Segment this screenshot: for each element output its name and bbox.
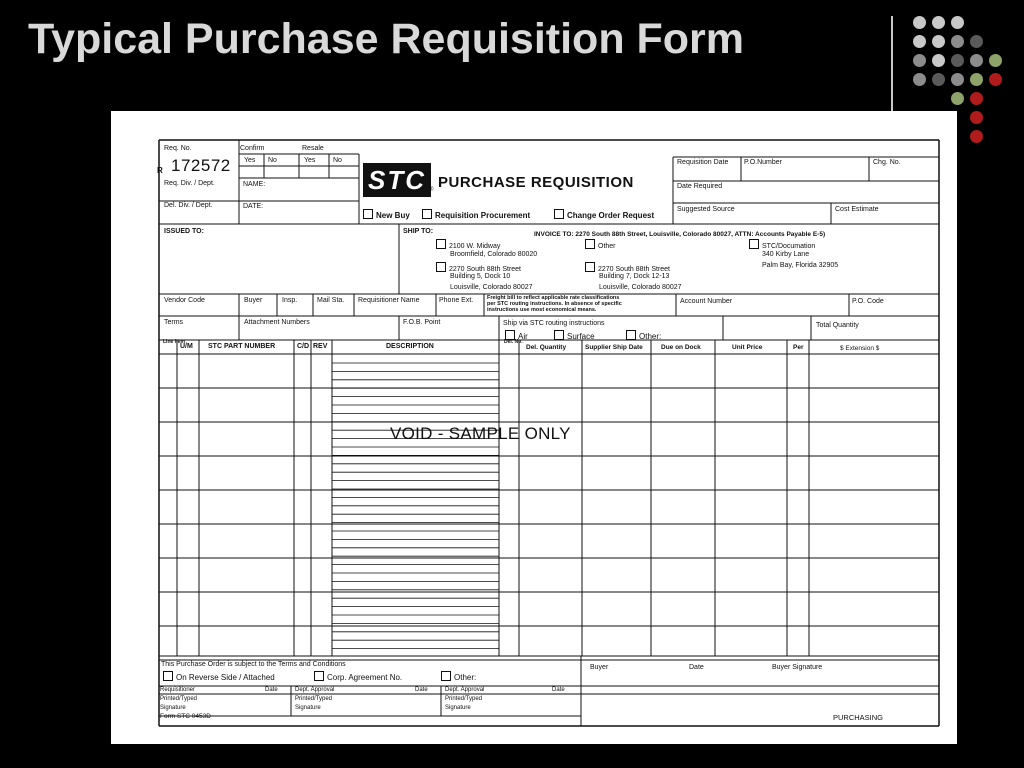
decorative-dot <box>913 35 926 48</box>
form-title: PURCHASE REQUISITION <box>438 174 634 191</box>
stc-documation-street: 340 Kirby Lane <box>762 251 810 258</box>
ship-address-88th-dock10-city: Louisville, Colorado 80027 <box>450 284 533 291</box>
ship-via-other: Other: <box>626 330 661 341</box>
decorative-dot <box>970 54 983 67</box>
dept-approval-1-printed: Printed/Typed <box>295 696 333 702</box>
title-divider-line <box>891 16 893 116</box>
del-div-dept-label: Del. Div. / Dept. <box>164 202 213 209</box>
decorative-dot <box>913 73 926 86</box>
invoice-to: INVOICE TO: 2270 South 88th Street, Louisville, Colorado 80027, ATTN: Accounts Payable E-5) <box>534 231 826 238</box>
vendor-code-label: Vendor Code <box>164 297 205 304</box>
surface-checkbox <box>554 330 564 340</box>
suggested-source-label: Suggested Source <box>677 206 735 213</box>
decorative-dot <box>951 54 964 67</box>
ship-address-88th-dock12: 2270 South 88th Street <box>585 262 670 274</box>
ship-via-surface: Surface <box>554 330 595 341</box>
ship-address-midway-checkbox <box>436 239 446 249</box>
col-stc-part-number: STC PART NUMBER <box>208 343 276 350</box>
po-code-label: P.O. Code <box>852 298 884 305</box>
requisitioner-name-label: Requisitioner Name <box>358 297 420 304</box>
dept-approval-1-signature: Signature <box>295 705 321 711</box>
date-label: DATE: <box>243 203 264 210</box>
decorative-dot <box>970 73 983 86</box>
requisitioner-date: Date <box>265 687 278 693</box>
buyer-signature-label: Buyer Signature <box>772 664 823 671</box>
confirm-yes: Yes <box>244 157 256 164</box>
resale-no: No <box>333 157 342 164</box>
dept-approval-2-line: Dept. Approval <box>445 687 485 693</box>
ship-address-midway-city: Broomfield, Colorado 80020 <box>450 251 538 258</box>
fob-point-label: F.O.B. Point <box>403 319 441 326</box>
col-rev: REV <box>313 343 328 350</box>
req-no-label: Req. No. <box>164 145 192 152</box>
insp-label: Insp. <box>282 297 298 304</box>
ship-other: Other <box>585 239 616 251</box>
on-reverse-side-option: On Reverse Side / Attached <box>163 671 275 683</box>
decorative-dot <box>932 16 945 29</box>
decorative-dot <box>989 54 1002 67</box>
registered-mark: ® <box>429 187 434 193</box>
stc-documation: STC/Documation <box>749 239 815 251</box>
requisition-date-label: Requisition Date <box>677 159 729 166</box>
req-number: 172572 <box>171 156 231 175</box>
new-buy-option: New Buy <box>363 209 410 220</box>
ship-address-88th-dock10-checkbox <box>436 262 446 272</box>
mail-sta-label: Mail Sta. <box>317 297 345 304</box>
ship-other-checkbox <box>585 239 595 249</box>
dept-approval-2-signature: Signature <box>445 705 471 711</box>
col-line-item: Line Item <box>163 339 185 345</box>
decorative-dot <box>913 16 926 29</box>
decorative-dot <box>970 111 983 124</box>
po-number-label: P.O.Number <box>744 159 782 166</box>
total-quantity-label: Total Quantity <box>816 322 859 329</box>
requisition-procurement-option: Requisition Procurement <box>422 209 530 220</box>
chg-no-label: Chg. No. <box>873 159 901 166</box>
ship-address-midway: 2100 W. Midway <box>436 239 500 251</box>
account-number-label: Account Number <box>680 298 733 305</box>
resale-yes: Yes <box>304 157 316 164</box>
col-unit-price: Unit Price <box>732 344 763 351</box>
other-checkbox <box>626 330 636 340</box>
decorative-dot <box>970 130 983 143</box>
col-del-no: Del. No. <box>504 339 523 345</box>
dept-approval-2-date: Date <box>552 687 565 693</box>
purchasing-label: PURCHASING <box>833 713 884 722</box>
freight-note-2: per STC routing instructions. In absence of specific <box>487 301 622 307</box>
ship-address-88th-dock12-city: Louisville, Colorado 80027 <box>599 284 682 291</box>
decorative-dot <box>932 73 945 86</box>
dept-approval-1-line: Dept. Approval <box>295 687 335 693</box>
issued-to-label: ISSUED TO: <box>164 228 204 235</box>
attachment-numbers-label: Attachment Numbers <box>244 319 310 326</box>
buyer-bottom-label: Buyer <box>590 664 609 671</box>
decorative-dot <box>932 35 945 48</box>
requisitioner-line: Requisitioner <box>160 687 196 693</box>
decorative-dot <box>932 54 945 67</box>
decorative-dot <box>989 73 1002 86</box>
requisitioner-printed: Printed/Typed <box>160 696 198 702</box>
confirm-no: No <box>268 157 277 164</box>
dept-approval-2-printed: Printed/Typed <box>445 696 483 702</box>
req-div-dept-label: Req. Div. / Dept. <box>164 180 215 187</box>
ship-via-air: Air <box>505 330 528 341</box>
col-um: U/M <box>180 343 193 350</box>
ship-via-label: Ship via STC routing instructions <box>503 320 605 327</box>
col-description: DESCRIPTION <box>386 343 434 350</box>
terms-label: Terms <box>164 319 184 326</box>
confirm-label: Confirm <box>240 145 265 152</box>
ship-address-88th-dock10-building: Building 5, Dock 10 <box>450 273 511 280</box>
on-reverse-side-checkbox <box>163 671 173 681</box>
decorative-dot <box>951 35 964 48</box>
ship-address-88th-dock12-checkbox <box>585 262 595 272</box>
date-required-label: Date Required <box>677 183 723 190</box>
ship-address-88th-dock12-building: Building 7, Dock 12-13 <box>599 273 670 280</box>
cost-estimate-label: Cost Estimate <box>835 206 879 213</box>
new-buy-checkbox <box>363 209 373 219</box>
change-order-request-option: Change Order Request <box>554 209 654 220</box>
col-per: Per <box>793 344 804 351</box>
decorative-dot <box>951 16 964 29</box>
date-bottom-label: Date <box>689 664 704 671</box>
resale-label: Resale <box>302 145 324 152</box>
col-extension: $ Extension $ <box>840 345 880 352</box>
phone-ext-label: Phone Ext. <box>439 297 474 304</box>
stc-documation-city: Palm Bay, Florida 32905 <box>762 262 839 269</box>
other-bottom-checkbox <box>441 671 451 681</box>
corp-agreement-checkbox <box>314 671 324 681</box>
freight-note-3: instructions use most economical means. <box>487 307 597 313</box>
form-number: Form STC 0453D <box>160 713 211 720</box>
decorative-dot <box>970 92 983 105</box>
change-order-request-checkbox <box>554 209 564 219</box>
void-stamp: VOID - SAMPLE ONLY <box>390 424 571 443</box>
stc-logo: STC <box>363 163 431 197</box>
req-prefix: R <box>157 166 163 175</box>
slide-title: Typical Purchase Requisition Form <box>28 15 745 63</box>
other-bottom-option: Other: <box>441 671 476 683</box>
decorative-dot <box>951 73 964 86</box>
ship-address-88th-dock10: 2270 South 88th Street <box>436 262 521 274</box>
freight-note-1: Freight bill to reflect applicable rate classifications <box>487 295 620 301</box>
requisition-procurement-checkbox <box>422 209 432 219</box>
col-due-on-dock: Due on Dock <box>661 344 701 351</box>
decorative-dot <box>970 35 983 48</box>
decorative-dot <box>951 92 964 105</box>
requisitioner-signature: Signature <box>160 705 186 711</box>
corp-agreement-option: Corp. Agreement No. <box>314 671 402 683</box>
col-supplier-ship-date: Supplier Ship Date <box>585 344 643 351</box>
stc-documation-checkbox <box>749 239 759 249</box>
purchase-requisition-form-image <box>111 111 957 744</box>
buyer-label: Buyer <box>244 297 263 304</box>
ship-to-label: SHIP TO: <box>403 228 434 235</box>
dept-approval-1-date: Date <box>415 687 428 693</box>
decorative-dot <box>913 54 926 67</box>
name-label: NAME: <box>243 181 266 188</box>
col-cd: C/D <box>297 343 310 350</box>
col-del-quantity: Del. Quantity <box>526 344 567 351</box>
terms-note: This Purchase Order is subject to the Terms and Conditions <box>161 661 346 668</box>
